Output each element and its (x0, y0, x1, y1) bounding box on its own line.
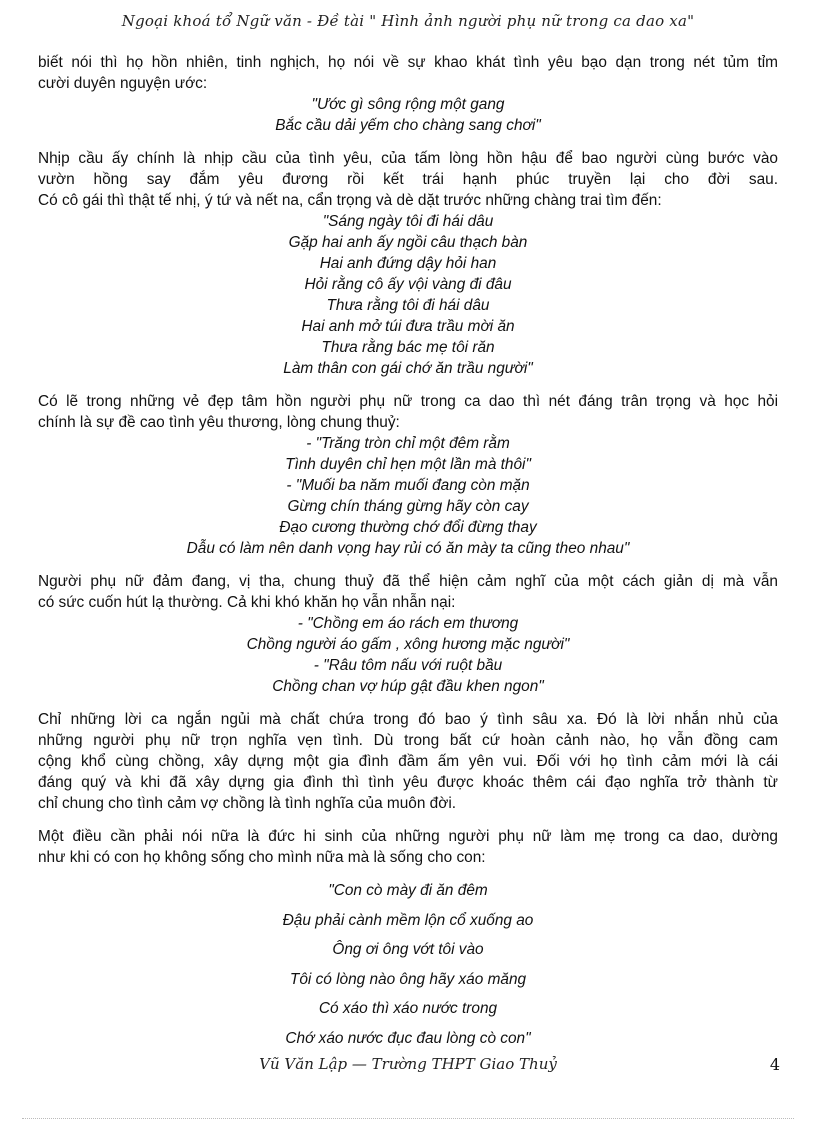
poem-line: Gặp hai anh ấy ngồi câu thạch bàn (288, 234, 528, 251)
poem-line: Đậu phải cành mềm lộn cổ xuống ao (282, 911, 534, 929)
poem-line: Ông ơi ông vớt tôi vào (332, 941, 484, 959)
paragraph-line: vườn hồng say đắm yêu đương rồi kết trái hạnh phúc truyền lại cho đời sau. (38, 171, 778, 188)
poem-line: Đạo cương thường chớ đổi đừng thay (279, 519, 537, 536)
poem-line: - "Chồng em áo rách em thương (297, 615, 519, 632)
paragraph-line: chỉ chung cho tình cảm vợ chồng là tình nghĩa của muôn đời. (38, 795, 457, 812)
poem-line: Gừng chín tháng gừng hãy còn cay (287, 498, 529, 515)
page-header: Ngoại khoá tổ Ngữ văn - Đề tài " Hình ảnh người phụ nữ trong ca dao xa" (121, 12, 695, 30)
paragraph-line: có sức cuốn hút lạ thường. Cả khi khó khăn họ vẫn nhẫn nại: (38, 594, 456, 611)
poem-line: Chồng người áo gấm , xông hương mặc người" (246, 636, 570, 653)
page-footer: Vũ Văn Lập — Trường THPT Giao Thuỷ (259, 1055, 557, 1073)
poem-line: Thưa rằng bác mẹ tôi răn (321, 339, 495, 356)
page-body (38, 52, 778, 1054)
paragraph (38, 709, 778, 814)
poem-line: Thưa rằng tôi đi hái dâu (326, 297, 490, 314)
poem-line: Tình duyên chỉ hẹn một lần mà thôi" (285, 456, 531, 473)
paragraph (38, 52, 778, 94)
poem-line: - "Râu tôm nấu với ruột bầu (313, 657, 503, 674)
poem-stanza (38, 211, 778, 379)
poem-line: - "Trăng tròn chỉ một đêm rằm (306, 435, 510, 452)
paragraph (38, 826, 778, 868)
paragraph-line: những người phụ nữ trọn nghĩa vẹn tình. Dù trong bất cứ hoàn cảnh nào, họ vẫn đồng cam (38, 732, 778, 749)
paragraph-line: Một điều cần phải nói nữa là đức hi sinh của những người phụ nữ làm mẹ trong ca dao, dường (38, 828, 778, 845)
paragraph-line: Có lẽ trong những vẻ đẹp tâm hồn người phụ nữ trong ca dao thì nét đáng trân trọng và học hỏi (38, 393, 778, 410)
paragraph-line: biết nói thì họ hồn nhiên, tinh nghịch, họ nói về sự khao khát tình yêu bạo dạn trong nét tủm tỉm (38, 54, 778, 71)
paragraph-line: đáng quý và khi đã xây dựng gia đình thì tình yêu được khoác thêm cái đạo nghĩa trở thành từ (38, 774, 778, 791)
poem-line: "Ước gì sông rộng một gang (311, 96, 505, 113)
paragraph-line: Có cô gái thì thật tế nhị, ý tứ và nết na, cẩn trọng và dè dặt trước những chàng trai tìm đến: (38, 192, 662, 209)
poem-line: Tôi có lòng nào ông hãy xáo măng (289, 970, 527, 988)
poem-stanza (38, 876, 778, 1054)
poem-stanza (38, 94, 778, 136)
paragraph-line: cười duyên nguyện ước: (38, 75, 208, 92)
poem-line: "Sáng ngày tôi đi hái dâu (322, 213, 494, 230)
poem-line: Hai anh mở túi đưa trầu mời ăn (301, 318, 515, 335)
paragraph-line: Chỉ những lời ca ngắn ngủi mà chất chứa trong đó bao ý tình sâu xa. Đó là lời nhắn nhủ của (38, 711, 778, 728)
poem-line: Bắc cầu dải yếm cho chàng sang chơi" (275, 117, 541, 134)
poem-line: Chớ xáo nước đục đau lòng cò con" (285, 1029, 531, 1047)
paragraph-line: Người phụ nữ đảm đang, vị tha, chung thuỷ đã thể hiện cảm nghĩ của một cách giản dị mà vẫn (38, 573, 778, 590)
poem-line: Có xáo thì xáo nước trong (318, 1000, 498, 1018)
poem-line: "Con cò mày đi ăn đêm (328, 882, 488, 899)
paragraph (38, 571, 778, 613)
paragraph-line: như khi có con họ không sống cho mình nữa mà là sống cho con: (38, 849, 486, 866)
poem-line: Hỏi rằng cô ấy vội vàng đi đâu (304, 276, 512, 293)
paragraph-line: Nhịp cầu ấy chính là nhịp cầu của tình yêu, của tấm lòng hồn hậu để bao người cùng bước vào (38, 150, 778, 167)
poem-line: Làm thân con gái chớ ăn trầu người" (283, 360, 533, 377)
paragraph-line: cộng khổ cùng chồng, xây dựng một gia đình đầm ấm yên vui. Đối với họ tình cảm mới là cái (38, 753, 778, 770)
paragraph (38, 391, 778, 433)
poem-stanza (38, 433, 778, 559)
poem-line: Dẫu có làm nên danh vọng hay rủi có ăn mày ta cũng theo nhau" (186, 540, 630, 557)
paragraph (38, 148, 778, 211)
poem-line: - "Muối ba năm muối đang còn mặn (286, 477, 530, 494)
page-number: 4 (769, 1055, 780, 1074)
page-edge-divider (22, 1118, 794, 1119)
poem-line: Chồng chan vợ húp gật đầu khen ngon" (272, 678, 544, 695)
paragraph-line: chính là sự đề cao tình yêu thương, lòng chung thuỷ: (38, 414, 400, 431)
poem-line: Hai anh đứng dậy hỏi han (319, 255, 497, 272)
poem-stanza (38, 613, 778, 697)
